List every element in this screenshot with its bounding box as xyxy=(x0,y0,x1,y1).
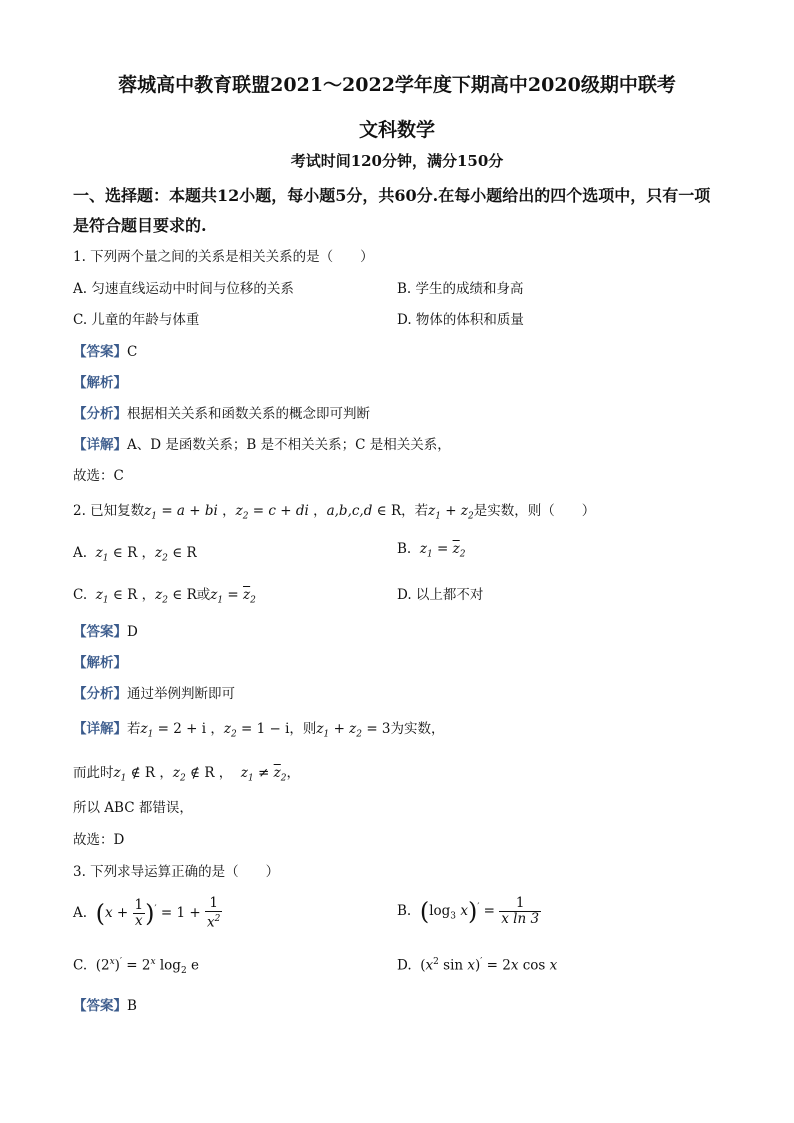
q1-conclusion: 故选：C xyxy=(73,468,124,484)
detail-if: 若 xyxy=(127,721,141,737)
q2-stem: 2. 已知复数$z_1 = a$ + bi ，$z_2 = c$ + di ，a,b,c,d ∈ R，若$z_1 + z_2$是实数，则（ ） xyxy=(73,503,596,522)
answer-label: 【答案】 xyxy=(73,344,127,360)
q3-option-d: D. ($x^2$ sin x)′ = 2x cos x xyxy=(397,957,558,974)
fenxi-text: 根据相关关系和函数关系的概念即可判断 xyxy=(127,406,370,422)
detail-label: 【详解】 xyxy=(73,721,127,737)
q2-option-c-or: 或 xyxy=(196,587,211,603)
detail-real: 为实数， xyxy=(390,721,445,737)
q2-stem-mid: ，若 xyxy=(401,503,429,519)
analysis-label: 【解析】 xyxy=(73,375,127,391)
detail-text: A、D 是函数关系；B 是不相关关系；C 是相关关系， xyxy=(127,437,451,453)
q2-conclusion: 故选：D xyxy=(73,832,125,848)
q3-option-a: A. (x + $\frac{1}{x}$ )′ = 1 + $\frac{1}{x^2}$ xyxy=(73,895,221,931)
q2-analysis xyxy=(73,651,127,671)
q3-stem: 3. 下列求导运算正确的是（ ） xyxy=(73,864,280,880)
section-heading-line1: 一、选择题：本题共12小题，每小题5分，共60分.在每小题给出的四个选项中，只有一项 xyxy=(73,186,711,205)
q3-option-d-label: D. xyxy=(397,957,412,974)
q2-option-b-label: B. xyxy=(397,541,412,557)
q2-option-d: D. 以上都不对 xyxy=(397,587,484,603)
q1-answer xyxy=(73,340,137,360)
analysis-label: 【解析】 xyxy=(73,655,127,671)
q2-option-c: C. $z_1$ ∈ R ，$z_2$ ∈ R或$z_1 = \overline{z}_2$ xyxy=(73,587,256,606)
q1-detail xyxy=(73,433,451,453)
q3-option-b-label: B. xyxy=(397,903,412,919)
answer-value: D xyxy=(127,624,138,640)
q2-option-a-label: A. xyxy=(73,545,88,561)
answer-value: B xyxy=(127,998,137,1014)
q3-option-b: B. ($\log_3$ x)′ = $\frac{1}{\text{x ln 3}}$ xyxy=(397,895,540,927)
answer-value: C xyxy=(127,344,138,360)
q1-analysis xyxy=(73,371,127,391)
q1-option-a: A. 匀速直线运动中时间与位移的关系 xyxy=(73,281,294,297)
q2-stem-suffix: 是实数，则（ ） xyxy=(473,503,596,519)
fraction: $\frac{1}{\text{x ln 3}}$ xyxy=(501,895,540,927)
q3-answer xyxy=(73,994,137,1014)
q2-option-a: A. $z_1$ ∈ R ，$z_2$ ∈ R xyxy=(73,545,197,564)
detail-line2-prefix: 而此时 xyxy=(73,765,114,781)
fraction: $\frac{1}{x^2}$ xyxy=(206,895,221,931)
subject-title: 文科数学 xyxy=(358,119,435,141)
q2-answer xyxy=(73,620,138,640)
q1-option-b: B. 学生的成绩和身高 xyxy=(397,281,524,297)
detail-label: 【详解】 xyxy=(73,437,127,453)
q2-detail: 【详解】若$z_1 = 2 + i$ ，$z_2 = 1 - i$，则$z_1 + z_2 = 3$为实数， xyxy=(73,721,445,740)
q2-detail-line2: 而此时$z_1$ ∉ R ，$z_2$ ∉ R ， $z_1 \ne \overline{z}_2$， xyxy=(73,765,301,784)
q2-fenxi xyxy=(73,682,235,702)
answer-label: 【答案】 xyxy=(73,624,127,640)
exam-title: 蓉城高中教育联盟2021～2022学年度下期高中2020级期中联考 xyxy=(118,74,676,96)
fenxi-label: 【分析】 xyxy=(73,686,127,702)
q3-option-c: C. $(2^x)' = 2^x$ $\log_2 e$ xyxy=(73,957,199,977)
q2-detail-line3: 所以 ABC 都错误， xyxy=(73,800,193,816)
q1-option-c: C. 儿童的年龄与体重 xyxy=(73,312,200,328)
fraction: $\frac{1}{x}$ xyxy=(134,896,144,929)
q1-option-d: D. 物体的体积和质量 xyxy=(397,312,524,328)
q2-option-b: B. $z_1 = \overline{z}_2$ xyxy=(397,541,466,560)
section-heading-line2: 是符合题目要求的. xyxy=(73,216,207,235)
q3-option-a-label: A. xyxy=(73,904,88,921)
q2-option-c-label: C. xyxy=(73,587,88,603)
q1-stem: 1. 下列两个量之间的关系是相关关系的是（ ） xyxy=(73,249,374,265)
answer-label: 【答案】 xyxy=(73,998,127,1014)
exam-info: 考试时间120分钟，满分150分 xyxy=(290,152,504,170)
fenxi-label: 【分析】 xyxy=(73,406,127,422)
fenxi-text: 通过举例判断即可 xyxy=(127,686,235,702)
q2-stem-prefix: 2. 已知复数 xyxy=(73,503,145,519)
q3-option-c-label: C. xyxy=(73,957,88,974)
q1-fenxi xyxy=(73,402,370,422)
detail-then: ，则 xyxy=(289,721,317,737)
